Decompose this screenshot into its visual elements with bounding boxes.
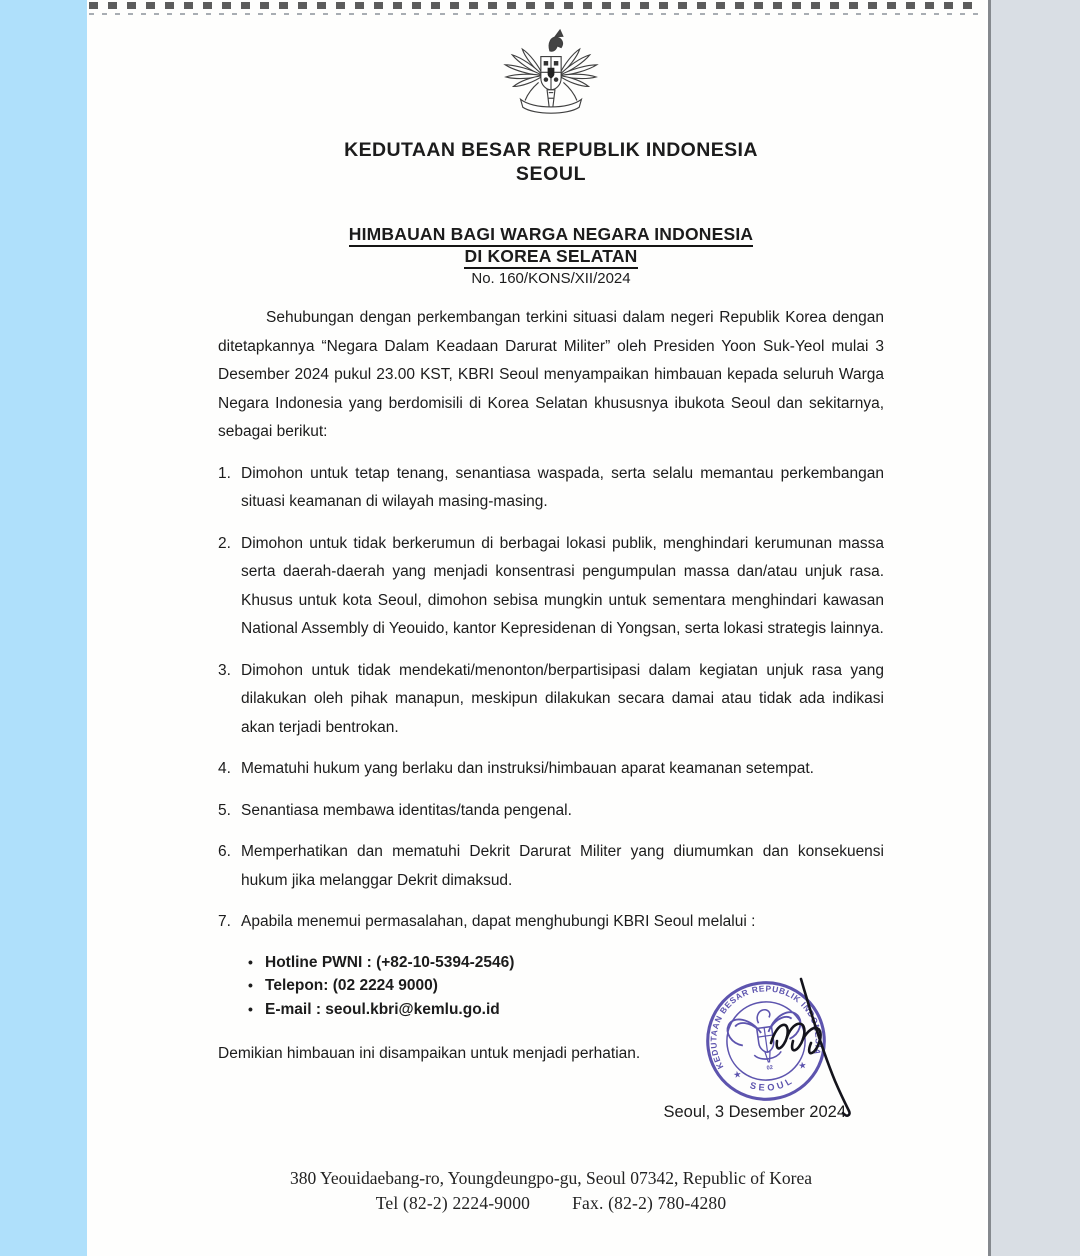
list-item-text: Senantiasa membawa identitas/tanda pengenal. — [241, 801, 572, 819]
list-item-number: 7. — [218, 913, 231, 930]
footer-tel: Tel (82-2) 2224-9000 — [375, 1193, 531, 1213]
footer-fax: Fax. (82-2) 780-4280 — [572, 1193, 727, 1213]
stamp-star-left-icon: ★ — [732, 1069, 743, 1081]
list-item-text: Dimohon untuk tetap tenang, senantiasa waspada, serta selalu memantau perkembangan situasi keamanan di wilayah masing-masing. — [241, 464, 884, 510]
footer-address: 380 Yeouidaebang-ro, Youngdeungpo-gu, Seoul 07342, Republic of Korea — [289, 1168, 813, 1188]
bullet-icon: • — [248, 977, 253, 993]
stamp-number: 02 — [766, 1064, 774, 1072]
list-item-text: Dimohon untuk tidak mendekati/menonton/berpartisipasi dalam kegiatan unjuk rasa yang dilakukan oleh pihak manapun, meskipun dilakukan secara damai atau tidak ada indikasi akan terjadi bentrokan. — [241, 661, 884, 736]
list-item-number: 4. — [218, 760, 231, 777]
document-number: No. 160/KONS/XII/2024 — [471, 270, 631, 287]
stamp-bottom-text: SEOUL — [748, 1074, 796, 1093]
list-item-number: 5. — [218, 801, 231, 819]
list-item — [218, 657, 884, 743]
footer-tel-fax — [218, 1191, 884, 1216]
signature — [763, 975, 863, 1125]
document-title-line2: DI KOREA SELATAN — [218, 245, 884, 267]
bullet-icon: • — [248, 1000, 253, 1017]
place-date-line: Seoul, 3 Desember 2024 — [663, 1103, 846, 1121]
stamp-star-right-icon: ★ — [797, 1059, 808, 1071]
list-item-text: Dimohon untuk tidak berkerumun di berbagai lokasi publik, menghindari kerumunan massa serta daerah-daerah yang menjadi konsentrasi pengumpulan massa dan/atau unjuk rasa. Khusus untuk kota Seoul, dimohon sebisa mungkin untuk sementara menghindari kawasan National Assembly di Yeouido, kantor Kepresidenan di Yongsan, serta lokasi strategis lainnya. — [241, 534, 884, 637]
document-content — [218, 0, 884, 1122]
contact-hotline — [248, 951, 884, 975]
intro-paragraph: Sehubungan dengan perkembangan terkini situasi dalam negeri Republik Korea dengan ditetapkannya “Negara Dalam Keadaan Darurat Militer” oleh Presiden Yoon Suk-Yeol mulai 3 Desember 2024 pukul 23.00 KST, KBRI Seoul menyampaikan himbauan kepada seluruh Warga Negara Indonesia yang berdomisili di Korea Selatan khususnya ibukota Seoul dan sekitarnya, sebagai berikut: — [218, 309, 884, 440]
letterhead-emblem-wrap — [218, 26, 884, 127]
document-page — [87, 0, 985, 1256]
list-item — [218, 838, 884, 895]
garuda-pancasila-emblem-icon — [489, 26, 613, 122]
org-city: SEOUL — [515, 163, 587, 185]
contact-text: E-mail : seoul.kbri@kemlu.go.id — [265, 1000, 500, 1018]
contact-text: Telepon: (02 2224 9000) — [265, 977, 438, 994]
footer-block — [218, 1166, 884, 1216]
document-title-line1: HIMBAUAN BAGI WARGA NEGARA INDONESIA — [218, 223, 884, 245]
closing-paragraph: Demikian himbauan ini disampaikan untuk menjadi perhatian. — [218, 1045, 641, 1062]
list-item — [218, 460, 884, 517]
bullet-icon: • — [248, 953, 253, 970]
list-item — [218, 908, 884, 937]
list-item-number: 6. — [218, 843, 231, 860]
list-item-number: 1. — [218, 464, 231, 482]
signature-icon — [763, 975, 863, 1125]
document-title-block — [218, 223, 884, 289]
list-item-text: Mematuhi hukum yang berlaku dan instruksi/himbauan aparat keamanan setempat. — [241, 760, 814, 777]
list-item — [218, 530, 884, 644]
contact-text: Hotline PWNI : (+82-10-5394-2546) — [265, 953, 515, 971]
list-item-number: 3. — [218, 661, 231, 679]
list-item — [218, 755, 884, 784]
list-item-text: Apabila menemui permasalahan, dapat menghubungi KBRI Seoul melalui : — [241, 913, 756, 930]
advisory-list — [218, 460, 884, 937]
scan-left-margin-strip — [0, 0, 87, 1256]
org-name: KEDUTAAN BESAR REPUBLIK INDONESIA — [344, 139, 758, 161]
list-item-number: 2. — [218, 534, 231, 552]
stamp-ring-text: KEDUTAAN BESAR REPUBLIK INDONESIA — [708, 983, 824, 1071]
list-item-text: Memperhatikan dan mematuhi Dekrit Darurat Militer yang diumumkan dan konsekuensi hukum jika melanggar Dekrit dimaksud. — [241, 843, 884, 889]
scan-right-margin-strip — [988, 0, 1080, 1256]
list-item — [218, 797, 884, 826]
